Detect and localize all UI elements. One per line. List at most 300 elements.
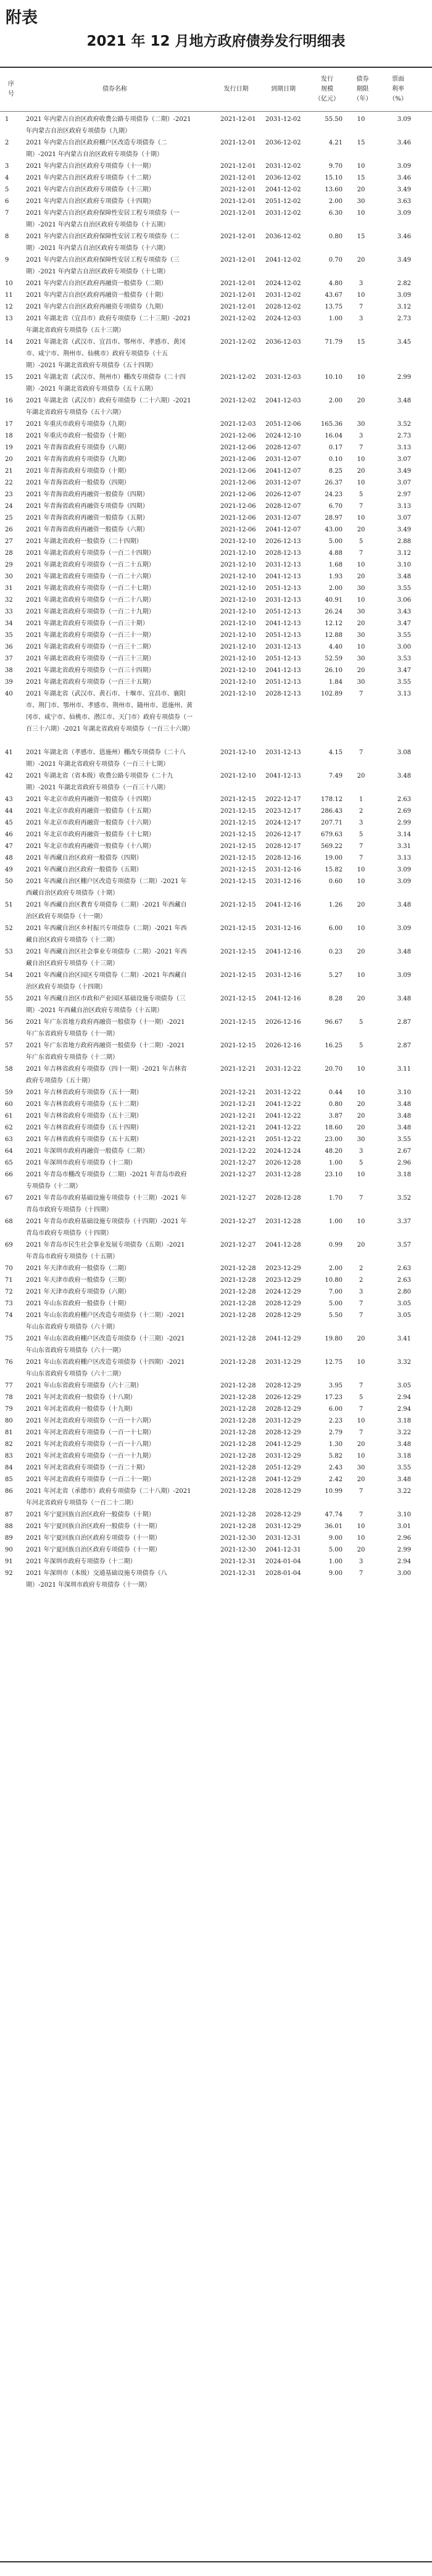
row-rate: 3.22: [397, 1488, 411, 1495]
row-issue-date: 2021-12-10: [220, 655, 256, 662]
row-bond-name: 2021 年湖北省政府专项债券（一百二十六期）: [26, 573, 155, 580]
row-issue-date: 2021-12-28: [220, 1418, 256, 1424]
table-row: [0, 1568, 432, 1591]
row-scale: 286.43: [321, 808, 343, 815]
row-issue-date: 2021-12-15: [220, 902, 256, 908]
row-term: 15: [357, 139, 365, 146]
table-row: [0, 770, 432, 794]
row-term: 7: [359, 304, 363, 310]
table-row: [0, 430, 432, 442]
header-name-line: 债券名称: [102, 86, 127, 93]
row-due-date: 2026-12-17: [265, 831, 301, 838]
table-row: [0, 864, 432, 876]
row-no: 5: [5, 186, 9, 193]
row-no: 3: [5, 163, 9, 170]
row-bond-name: 2021 年天津市政府一般债券（二期）: [26, 1265, 130, 1272]
row-no: 10: [5, 280, 13, 287]
row-rate: 2.96: [397, 1535, 411, 1542]
table-row: [0, 1134, 432, 1145]
row-issue-date: 2021-12-28: [220, 1429, 256, 1436]
header-term-line: 期限: [356, 86, 369, 93]
table-row: [0, 1462, 432, 1474]
row-due-date: 2041-12-03: [265, 397, 301, 404]
row-no: 77: [5, 1382, 13, 1389]
row-scale: 2.00: [328, 397, 343, 404]
row-term: 30: [357, 1136, 365, 1143]
row-due-date: 2028-12-07: [265, 503, 301, 510]
table-row: [0, 653, 432, 665]
row-due-date: 2026-12-16: [265, 1042, 301, 1049]
row-issue-date: 2021-12-28: [220, 1394, 256, 1401]
table-row: [0, 489, 432, 501]
row-term: 30: [357, 1465, 365, 1471]
row-no: 34: [5, 620, 13, 627]
row-term: 10: [357, 374, 365, 381]
row-scale: 9.70: [328, 163, 343, 170]
row-no: 65: [5, 1160, 13, 1166]
row-scale: 0.44: [328, 1089, 343, 1096]
row-rate: 3.06: [397, 597, 411, 604]
row-term: 5: [359, 1394, 363, 1401]
table-row: [0, 618, 432, 629]
row-rate: 3.48: [397, 1101, 411, 1108]
row-due-date: 2051-12-13: [265, 632, 301, 639]
row-term: 7: [359, 1570, 363, 1577]
row-scale: 1.93: [328, 573, 343, 580]
row-due-date: 2036-12-03: [265, 339, 301, 346]
table-row: [0, 946, 432, 970]
row-rate: 2.87: [397, 1019, 411, 1026]
row-term: 10: [357, 163, 365, 170]
table-row: [0, 501, 432, 512]
row-rate: 3.09: [397, 878, 411, 885]
header-rate-line: （%）: [389, 96, 407, 102]
row-issue-date: 2021-12-15: [220, 1042, 256, 1049]
row-due-date: 2031-12-02: [265, 116, 301, 123]
row-issue-date: 2021-12-10: [220, 691, 256, 697]
row-issue-date: 2021-12-10: [220, 573, 256, 580]
row-scale: 26.24: [325, 609, 343, 615]
row-bond-name: 2021 年湖北省政府专项债券（一百三十一期）: [26, 632, 155, 639]
row-scale: 4.88: [328, 550, 343, 557]
table-row: [0, 1450, 432, 1462]
row-no: 54: [5, 972, 13, 979]
row-no: 72: [5, 1289, 13, 1295]
row-scale: 4.21: [328, 139, 343, 146]
row-bond-name: 2021 年天津市政府一般债券（三期）: [26, 1277, 130, 1284]
row-no: 61: [5, 1113, 13, 1120]
row-due-date: 2023-12-29: [265, 1277, 301, 1284]
row-scale: 2.00: [328, 585, 343, 592]
row-scale: 7.00: [328, 1289, 343, 1295]
row-no: 86: [5, 1488, 13, 1495]
row-rate: 3.12: [397, 550, 411, 557]
row-scale: 23.00: [325, 1136, 343, 1143]
row-scale: 6.00: [328, 1406, 343, 1413]
row-term: 10: [357, 878, 365, 885]
row-issue-date: 2021-12-01: [220, 257, 256, 264]
table-row: [0, 547, 432, 559]
row-issue-date: 2021-12-06: [220, 468, 256, 475]
row-rate: 2.99: [397, 1547, 411, 1553]
row-bond-name: 2021 年河北省政府专项债券（一百一十八期）: [26, 1441, 155, 1448]
row-bond-name: 2021 年青海省政府再融资一般债券（五期）: [26, 515, 149, 521]
row-bond-name: 2021 年内蒙古自治区政府保障性安居工程专项债券（三期）-2021 年内蒙古自治区政府专项债券（十七期）: [26, 257, 180, 275]
row-due-date: 2028-12-13: [265, 691, 301, 697]
row-due-date: 2031-12-16: [265, 878, 301, 885]
row-bond-name: 2021 年吉林省政府专项债券（四十一期）-2021 年吉林省政府专项债券（五十期）: [26, 1066, 187, 1084]
row-term: 10: [357, 456, 365, 463]
row-rate: 3.49: [397, 186, 411, 193]
row-issue-date: 2021-12-02: [220, 374, 256, 381]
table-row: [0, 1427, 432, 1439]
table-row: [0, 1263, 432, 1274]
row-rate: 3.09: [397, 210, 411, 217]
row-term: 2: [359, 1265, 363, 1272]
row-issue-date: 2021-12-02: [220, 315, 256, 322]
row-term: 3: [359, 315, 363, 322]
row-no: 58: [5, 1066, 13, 1073]
row-bond-name: 2021 年湖北省政府专项债券（一百三十五期）: [26, 679, 155, 686]
row-due-date: 2031-12-16: [265, 972, 301, 979]
row-no: 4: [5, 175, 9, 181]
row-scale: 24.23: [325, 491, 343, 498]
row-no: 7: [5, 210, 9, 217]
row-issue-date: 2021-12-15: [220, 866, 256, 873]
table-row: [0, 747, 432, 770]
row-due-date: 2031-12-02: [265, 163, 301, 170]
row-no: 66: [5, 1171, 13, 1178]
row-rate: 3.11: [397, 1066, 411, 1073]
row-term: 7: [359, 1488, 363, 1495]
row-term: 10: [357, 1218, 365, 1225]
row-bond-name: 2021 年青海省政府专项债券（九期）: [26, 456, 130, 463]
row-due-date: 2031-12-13: [265, 562, 301, 568]
row-due-date: 2036-12-02: [265, 233, 301, 240]
row-term: 3: [359, 433, 363, 439]
row-issue-date: 2021-12-27: [220, 1160, 256, 1166]
row-due-date: 2028-12-02: [265, 304, 301, 310]
row-rate: 2.99: [397, 374, 411, 381]
row-issue-date: 2021-12-27: [220, 1242, 256, 1249]
table-row: [0, 512, 432, 524]
row-rate: 2.94: [397, 1558, 411, 1565]
header-scale-line: （亿元）: [315, 96, 339, 102]
row-term: 7: [359, 1406, 363, 1413]
table-row: [0, 1556, 432, 1568]
row-bond-name: 2021 年湖北省政府专项债券（一百三十二期）: [26, 644, 155, 650]
header-no-line: 序: [8, 81, 14, 88]
row-rate: 3.47: [397, 620, 411, 627]
row-bond-name: 2021 年青海省政府再融资一般债券（四期）: [26, 491, 149, 498]
row-bond-name: 2021 年山东省政府一般债券（十期）: [26, 1300, 130, 1307]
table-row: [0, 1087, 432, 1099]
row-bond-name: 2021 年内蒙古自治区政府棚户区改造专项债券（二期）-2021 年内蒙古自治区政府专项债券（十期）: [26, 139, 167, 158]
row-issue-date: 2021-12-10: [220, 773, 256, 779]
row-term: 10: [357, 1453, 365, 1460]
table-row: [0, 1509, 432, 1521]
row-rate: 2.67: [397, 1148, 411, 1155]
row-due-date: 2031-12-29: [265, 1359, 301, 1366]
header-scale: [309, 68, 346, 111]
row-issue-date: 2021-12-28: [220, 1511, 256, 1518]
row-due-date: 2031-12-31: [265, 1535, 301, 1542]
row-issue-date: 2021-12-15: [220, 995, 256, 1002]
row-term: 20: [357, 1476, 365, 1483]
row-bond-name: 2021 年河北省政府一般债券（十八期）: [26, 1394, 136, 1401]
table-row: [0, 160, 432, 172]
row-no: 48: [5, 855, 13, 862]
row-due-date: 2028-12-16: [265, 855, 301, 862]
row-issue-date: 2021-12-21: [220, 1089, 256, 1096]
row-bond-name: 2021 年湖北省政府专项债券（一百三十三期）: [26, 655, 155, 662]
row-no: 92: [5, 1570, 13, 1577]
row-no: 50: [5, 878, 13, 885]
row-due-date: 2051-12-06: [265, 421, 301, 428]
row-term: 7: [359, 1195, 363, 1202]
row-issue-date: 2021-12-06: [220, 491, 256, 498]
row-scale: 5.00: [328, 1547, 343, 1553]
table-row: [0, 1145, 432, 1157]
row-rate: 3.41: [397, 1336, 411, 1342]
table-row: [0, 137, 432, 160]
table-row: [0, 1474, 432, 1485]
row-issue-date: 2021-12-01: [220, 280, 256, 287]
row-due-date: 2024-12-02: [265, 280, 301, 287]
row-bond-name: 2021 年西藏自治区政府一般债券（五期）: [26, 866, 143, 873]
row-rate: 3.48: [397, 1113, 411, 1120]
row-rate: 3.46: [397, 233, 411, 240]
row-term: 30: [357, 421, 365, 428]
row-rate: 2.82: [397, 280, 411, 287]
row-scale: 48.20: [325, 1148, 343, 1155]
row-issue-date: 2021-12-10: [220, 749, 256, 756]
row-due-date: 2028-12-29: [265, 1429, 301, 1436]
row-no: 69: [5, 1242, 13, 1249]
row-rate: 2.63: [397, 1265, 411, 1272]
row-no: 71: [5, 1277, 13, 1284]
row-bond-name: 2021 年青海省政府再融资专项债券（四期）: [26, 503, 149, 510]
row-scale: 16.25: [325, 1042, 343, 1049]
row-rate: 3.31: [397, 843, 411, 850]
row-no: 82: [5, 1441, 13, 1448]
row-bond-name: 2021 年湖北省政府一般债券（二十四期）: [26, 538, 143, 545]
row-no: 53: [5, 949, 13, 955]
row-rate: 3.22: [397, 1429, 411, 1436]
row-no: 20: [5, 456, 13, 463]
row-scale: 12.12: [325, 620, 343, 627]
row-scale: 13.75: [325, 304, 343, 310]
table-row: [0, 1532, 432, 1544]
row-rate: 3.52: [397, 421, 411, 428]
row-term: 7: [359, 503, 363, 510]
row-scale: 26.10: [325, 667, 343, 674]
row-scale: 0.80: [328, 1101, 343, 1108]
row-due-date: 2024-12-29: [265, 1289, 301, 1295]
row-issue-date: 2021-12-28: [220, 1453, 256, 1460]
row-due-date: 2041-12-31: [265, 1547, 301, 1553]
row-scale: 2.42: [328, 1476, 343, 1483]
row-term: 3: [359, 280, 363, 287]
row-term: 10: [357, 1359, 365, 1366]
row-rate: 3.12: [397, 304, 411, 310]
row-due-date: 2028-12-13: [265, 550, 301, 557]
row-scale: 0.70: [328, 257, 343, 264]
row-issue-date: 2021-12-06: [220, 526, 256, 533]
row-due-date: 2051-12-13: [265, 655, 301, 662]
row-scale: 9.00: [328, 1535, 343, 1542]
row-no: 52: [5, 925, 13, 932]
row-no: 25: [5, 515, 13, 521]
row-issue-date: 2021-12-27: [220, 1195, 256, 1202]
row-no: 30: [5, 573, 13, 580]
row-term: 10: [357, 866, 365, 873]
row-scale: 4.40: [328, 644, 343, 650]
row-issue-date: 2021-12-28: [220, 1312, 256, 1319]
row-no: 62: [5, 1124, 13, 1131]
row-due-date: 2028-12-29: [265, 1406, 301, 1413]
table-row: [0, 1544, 432, 1556]
row-issue-date: 2021-12-21: [220, 1136, 256, 1143]
row-no: 14: [5, 339, 13, 346]
header-no: [0, 68, 22, 111]
row-due-date: 2028-12-29: [265, 1511, 301, 1518]
row-bond-name: 2021 年山东省政府棚户区改造专项债券（十三期）-2021 年山东省政府专项债券（六十一期）: [26, 1336, 185, 1354]
row-issue-date: 2021-12-15: [220, 1019, 256, 1026]
row-scale: 9.00: [328, 1570, 343, 1577]
table-row: [0, 1333, 432, 1357]
row-issue-date: 2021-12-10: [220, 620, 256, 627]
row-bond-name: 2021 年内蒙古自治区政府保障性安居工程专项债券（一期）-2021 年内蒙古自治区政府专项债券（十五期）: [26, 210, 180, 228]
row-issue-date: 2021-12-10: [220, 644, 256, 650]
row-rate: 3.48: [397, 902, 411, 908]
row-no: 87: [5, 1511, 13, 1518]
row-term: 20: [357, 1113, 365, 1120]
row-rate: 3.55: [397, 585, 411, 592]
row-issue-date: 2021-12-21: [220, 1113, 256, 1120]
row-bond-name: 2021 年内蒙古自治区政府再融资专项债券（九期）: [26, 304, 167, 310]
row-term: 7: [359, 855, 363, 862]
row-term: 2: [359, 1277, 363, 1284]
row-scale: 23.10: [325, 1171, 343, 1178]
row-no: 79: [5, 1406, 13, 1413]
row-due-date: 2041-12-07: [265, 526, 301, 533]
row-scale: 19.00: [325, 855, 343, 862]
row-term: 20: [357, 995, 365, 1002]
row-scale: 1.68: [328, 562, 343, 568]
row-bond-name: 2021 年北京市政府再融资一般债券（十五期）: [26, 808, 155, 815]
table-row: [0, 1439, 432, 1450]
row-bond-name: 2021 年湖北省（武汉市、荆州市）棚改专项债券（二十四期）-2021 年湖北省政府专项债券（五十五期）: [26, 374, 186, 393]
row-bond-name: 2021 年山东省政府棚户区改造专项债券（十四期）-2021 年山东省政府专项债券（六十二期）: [26, 1359, 185, 1377]
header-scale-line: 发行: [321, 76, 333, 83]
row-scale: 10.10: [325, 374, 343, 381]
row-term: 30: [357, 679, 365, 686]
row-term: 10: [357, 116, 365, 123]
row-rate: 3.63: [397, 198, 411, 205]
table-row: [0, 289, 432, 301]
row-rate: 2.99: [397, 820, 411, 826]
row-scale: 0.99: [328, 1242, 343, 1249]
row-no: 1: [5, 116, 9, 123]
row-due-date: 2031-12-22: [265, 1066, 301, 1073]
row-no: 22: [5, 480, 13, 486]
row-issue-date: 2021-12-01: [220, 198, 256, 205]
table-row: [0, 1216, 432, 1239]
row-issue-date: 2021-12-28: [220, 1265, 256, 1272]
row-bond-name: 2021 年青海省政府再融资一般债券（六期）: [26, 526, 149, 533]
row-scale: 26.37: [325, 480, 343, 486]
row-bond-name: 2021 年西藏自治区教育专项债券（二期）-2021 年西藏自治区政府专项债券（十一期）: [26, 902, 187, 920]
row-issue-date: 2021-12-28: [220, 1300, 256, 1307]
row-scale: 1.00: [328, 315, 343, 322]
table-row: [0, 1286, 432, 1298]
table-row: [0, 571, 432, 583]
row-no: 76: [5, 1359, 13, 1366]
row-no: 16: [5, 397, 13, 404]
row-bond-name: 2021 年北京市政府再融资一般债券（十七期）: [26, 831, 155, 838]
row-no: 42: [5, 773, 13, 779]
row-no: 88: [5, 1523, 13, 1530]
row-scale: 96.67: [325, 1019, 343, 1026]
row-due-date: 2028-12-29: [265, 1488, 301, 1495]
row-due-date: 2031-12-16: [265, 866, 301, 873]
row-bond-name: 2021 年深圳市政府再融资一般债券（二期）: [26, 1148, 149, 1155]
row-term: 20: [357, 773, 365, 779]
row-term: 10: [357, 562, 365, 568]
row-issue-date: 2021-12-30: [220, 1535, 256, 1542]
row-term: 1: [359, 796, 363, 803]
row-term: 7: [359, 1300, 363, 1307]
row-issue-date: 2021-12-10: [220, 632, 256, 639]
header-due-line: 到期日期: [271, 86, 296, 93]
row-issue-date: 2021-12-03: [220, 421, 256, 428]
row-due-date: 2024-01-04: [265, 1558, 301, 1565]
row-issue-date: 2021-12-21: [220, 1101, 256, 1108]
row-term: 20: [357, 667, 365, 674]
row-no: 56: [5, 1019, 13, 1026]
row-rate: 3.18: [397, 1418, 411, 1424]
row-issue-date: 2021-12-06: [220, 456, 256, 463]
row-term: 30: [357, 632, 365, 639]
row-term: 7: [359, 1382, 363, 1389]
row-due-date: 2031-12-16: [265, 925, 301, 932]
row-no: 15: [5, 374, 13, 381]
table-row: [0, 923, 432, 946]
row-scale: 19.80: [325, 1336, 343, 1342]
row-issue-date: 2021-12-27: [220, 1171, 256, 1178]
row-rate: 3.49: [397, 526, 411, 533]
row-scale: 4.15: [328, 749, 343, 756]
row-rate: 3.07: [397, 480, 411, 486]
row-scale: 12.88: [325, 632, 343, 639]
row-scale: 178.12: [321, 796, 343, 803]
row-bond-name: 2021 年青海省政府专项债券（十期）: [26, 468, 130, 475]
table-row: [0, 665, 432, 676]
row-rate: 2.73: [397, 315, 411, 322]
row-term: 10: [357, 972, 365, 979]
row-bond-name: 2021 年山东省政府棚户区改造专项债券（十二期）-2021 年山东省政府专项债券（六十期）: [26, 1312, 185, 1331]
row-bond-name: 2021 年湖北省（武汉市、宜昌市、鄂州市、孝感市、黄冈市、咸宁市、荆州市、仙桃市）政府专项债券（十五期）-2021 年湖北省政府专项债券（五十四期）: [26, 339, 186, 369]
row-term: 10: [357, 1418, 365, 1424]
header-rate-line: 票面: [391, 76, 404, 83]
row-issue-date: 2021-12-28: [220, 1523, 256, 1530]
row-issue-date: 2021-12-28: [220, 1488, 256, 1495]
row-term: 10: [357, 1089, 365, 1096]
row-bond-name: 2021 年湖北省（武汉市）政府专项债券（二十六期）-2021 年湖北省政府专项债券（五十六期）: [26, 397, 191, 416]
row-scale: 10.80: [325, 1277, 343, 1284]
table-row: [0, 1169, 432, 1192]
